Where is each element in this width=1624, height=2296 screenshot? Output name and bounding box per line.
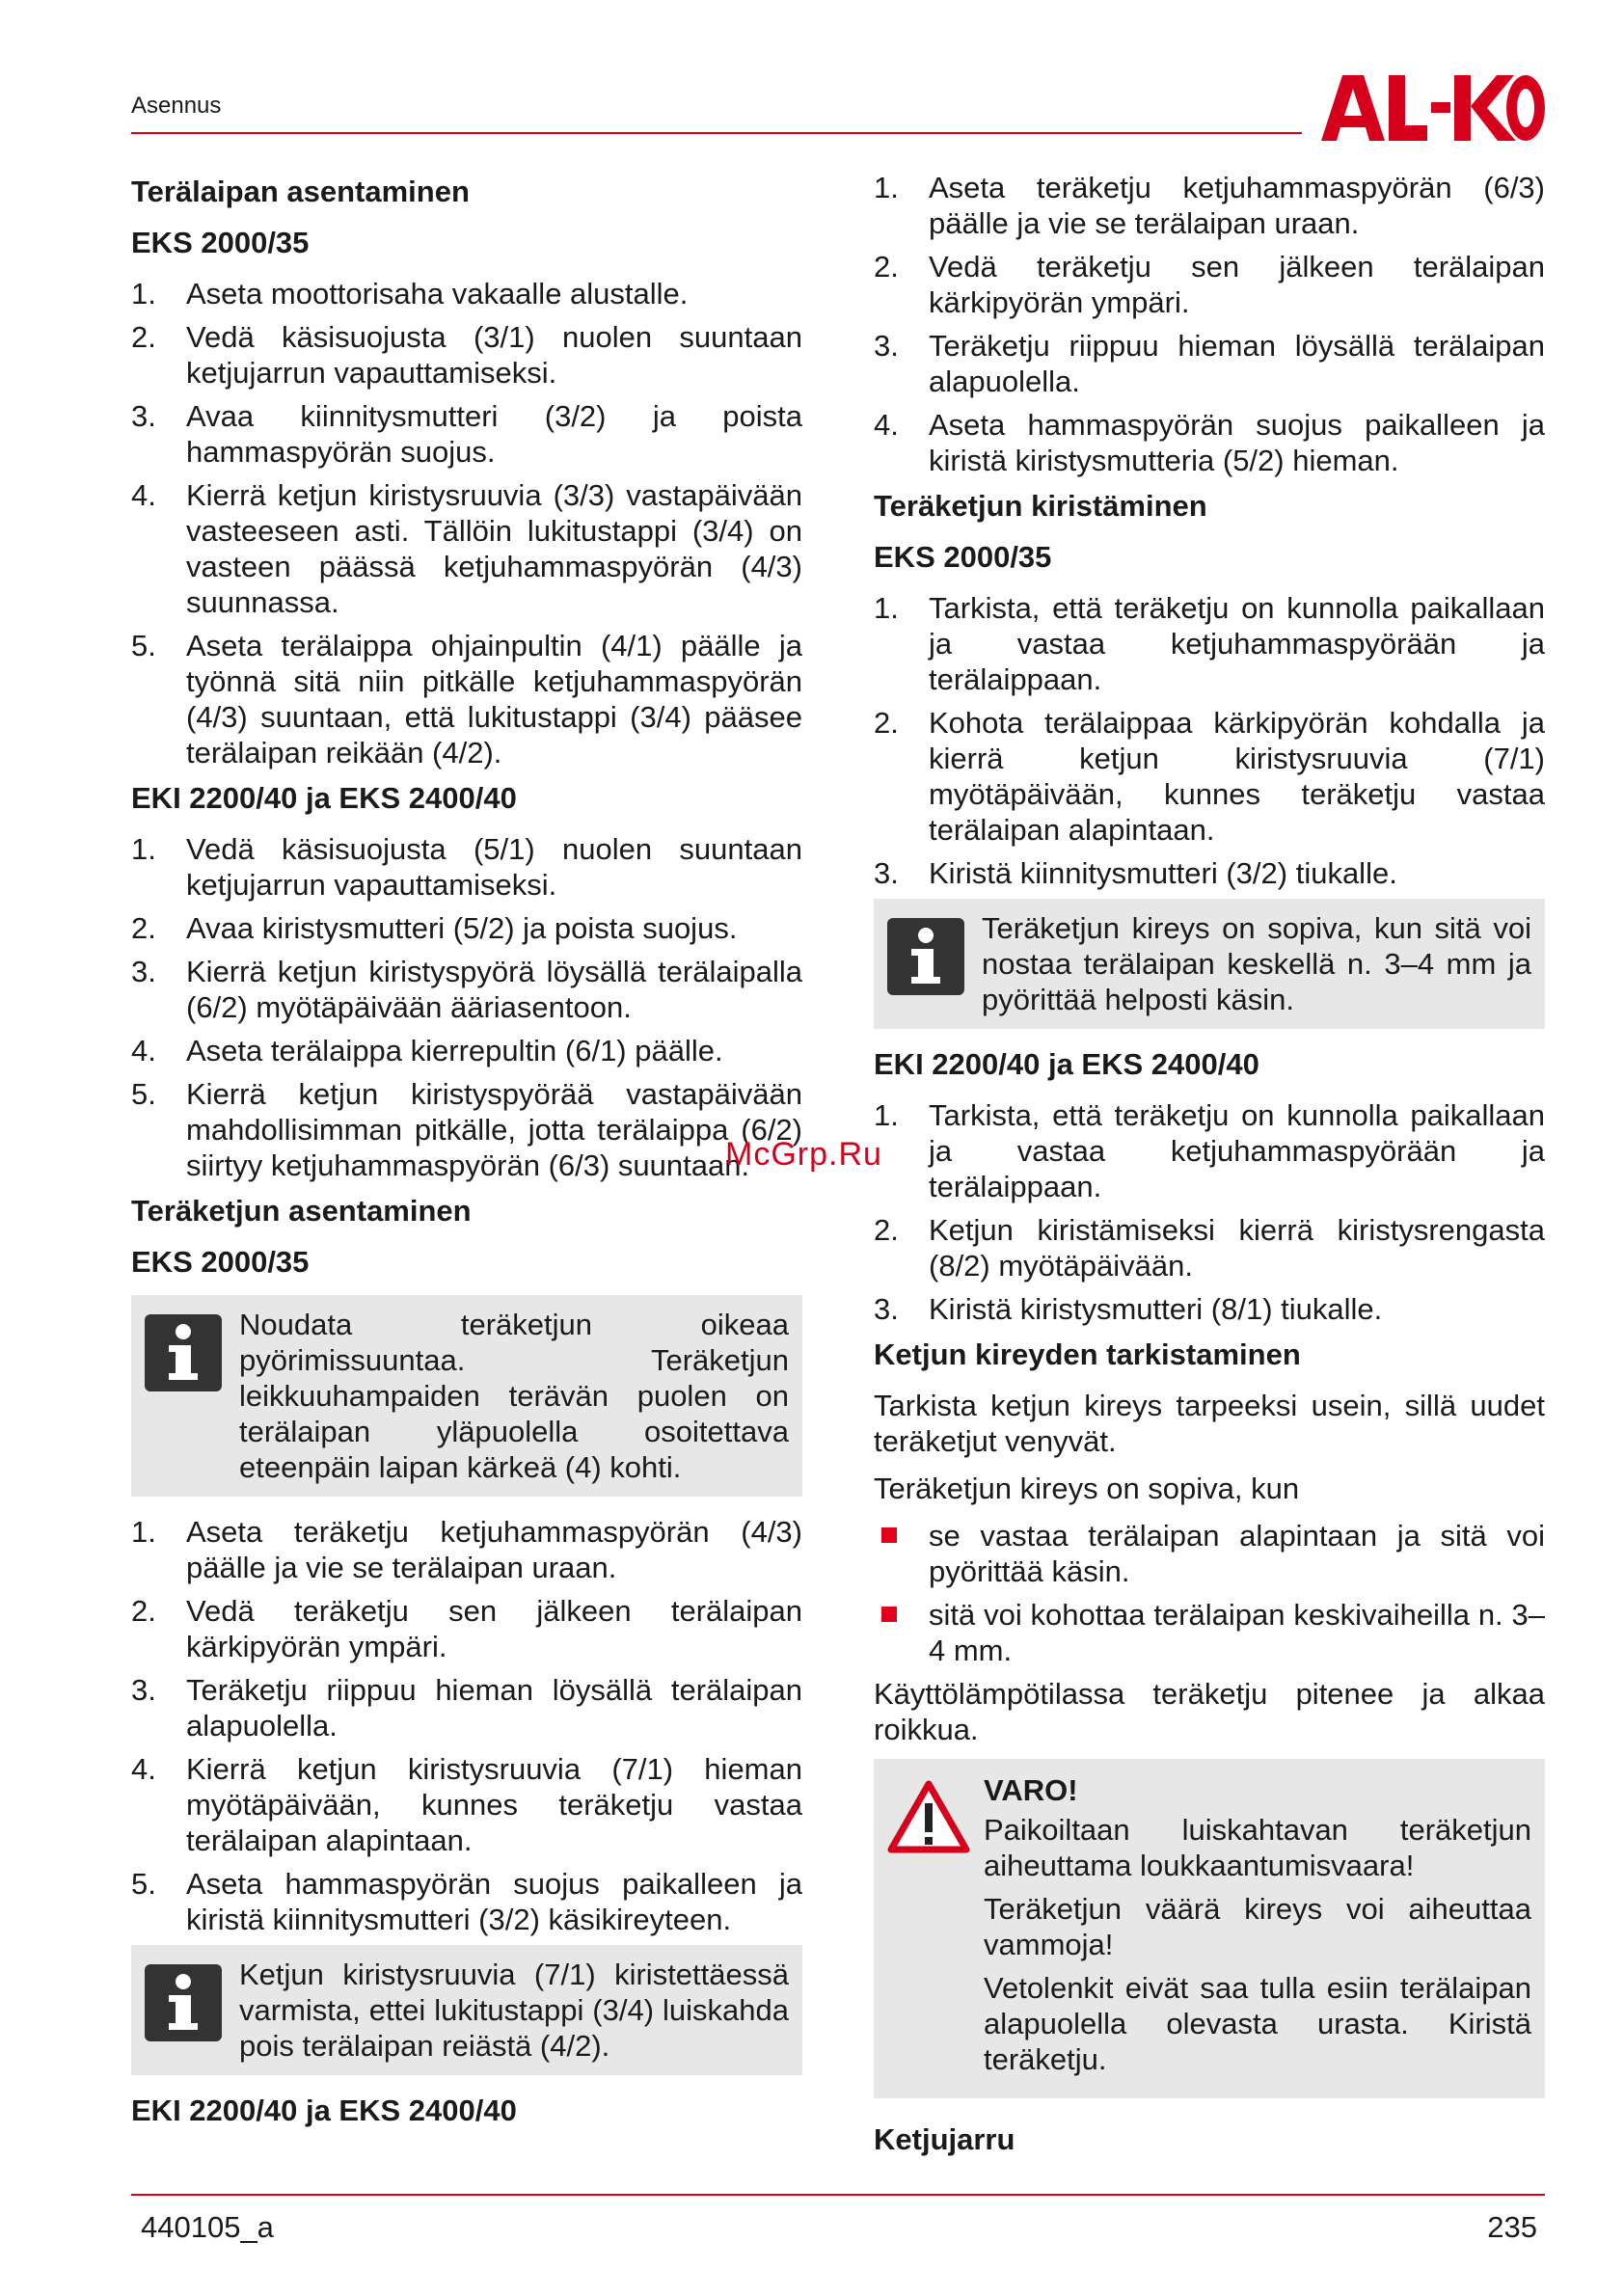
bullet-item: sitä voi kohottaa terälaipan keskivaiheilla n. 3–4 mm. — [874, 1597, 1545, 1668]
model-heading: EKI 2200/40 ja EKS 2400/40 — [131, 2093, 517, 2127]
list-item: 1. Vedä käsisuojusta (5/1) nuolen suuntaan ketjujarrun vapauttamiseksi. — [131, 832, 802, 902]
warning-triangle-icon — [887, 1772, 980, 2085]
paragraph: Tarkista ketjun kireys tarpeeksi usein, sillä uudet teräketjut venyvät. — [874, 1389, 1545, 1458]
list-item: 3. Kiristä kiristysmutteri (8/1) tiukalle. — [874, 1292, 1383, 1326]
info-icon — [887, 910, 974, 1017]
list-item: 4. Kierrä ketjun kiristysruuvia (3/3) vastapäivään vasteeseen asti. Tällöin lukitustappi (3/4) on vasteen päässä ketjuhammaspyörän (4/3) suunnassa. — [131, 478, 802, 619]
list-item: 4. Aseta hammaspyörän suojus paikalleen ja kiristä kiristysmutteria (5/2) hieman. — [874, 408, 1545, 477]
list-item: 2. Vedä käsisuojusta (3/1) nuolen suuntaan ketjujarrun vapauttamiseksi. — [131, 320, 802, 390]
bullet-square-icon — [874, 1597, 929, 1668]
heading-bar-install: Terälaipan asentaminen — [131, 175, 470, 208]
list-item: 3. Avaa kiinnitysmutteri (3/2) ja poista hammaspyörän suojus. — [131, 399, 802, 469]
heading-chain-brake: Ketjujarru — [874, 2122, 1015, 2156]
list-item: 5. Aseta hammaspyörän suojus paikalleen ja kiristä kiinnitysmutteri (3/2) käsikireyteen. — [131, 1867, 802, 1936]
warning-title: VARO! — [984, 1773, 1078, 1807]
info-icon — [145, 1307, 231, 1485]
list-item: 2. Ketjun kiristämiseksi kierrä kiristysrengasta (8/2) myötäpäivään. — [874, 1213, 1545, 1283]
list-item: 2. Avaa kiristysmutteri (5/2) ja poista suojus. — [131, 911, 738, 945]
model-heading: EKI 2200/40 ja EKS 2400/40 — [131, 781, 517, 815]
right-column — [874, 170, 1545, 2173]
list-item: 3. Kiristä kiinnitysmutteri (3/2) tiukalle. — [874, 856, 1397, 890]
list-item: 3. Teräketju riippuu hieman löysällä terälaipan alapuolella. — [131, 1673, 802, 1742]
info-note — [874, 899, 1545, 1029]
alko-logo — [1321, 71, 1545, 143]
list-item: 4. Aseta terälaippa kierrepultin (6/1) päälle. — [131, 1034, 723, 1067]
model-heading: EKI 2200/40 ja EKS 2400/40 — [874, 1047, 1259, 1081]
list-item: 1. Tarkista, että teräketju on kunnolla paikallaan ja vastaa ketjuhammaspyörään ja terälaippaan. — [874, 591, 1545, 696]
list-item: 3. Kierrä ketjun kiristyspyörä löysällä terälaipalla (6/2) myötäpäivään ääriasentoon. — [131, 955, 802, 1024]
bullet-item: se vastaa terälaipan alapintaan ja sitä voi pyörittää käsin. — [874, 1518, 1545, 1589]
list-item: 1. Tarkista, että teräketju on kunnolla paikallaan ja vastaa ketjuhammaspyörään ja terälaippaan. — [874, 1098, 1545, 1203]
bullet-square-icon — [874, 1518, 929, 1589]
heading-chain-install: Teräketjun asentaminen — [131, 1194, 472, 1228]
heading-chain-tension: Teräketjun kiristäminen — [874, 489, 1207, 523]
list-item: 5. Aseta terälaippa ohjainpultin (4/1) päälle ja työnnä sitä niin pitkälle ketjuhammaspyörän (4/3) suuntaan, että lukitustappi (3/4) pääsee terälaipan reikään (4/2). — [131, 629, 802, 770]
paragraph: Käyttölämpötilassa teräketju pitenee ja alkaa roikkua. — [874, 1677, 1545, 1746]
header-rule — [131, 132, 1302, 134]
model-heading: EKS 2000/35 — [131, 226, 310, 259]
heading-tension-check: Ketjun kireyden tarkistaminen — [874, 1337, 1301, 1371]
list-item: 1. Aseta moottorisaha vakaalle alustalle. — [131, 277, 689, 311]
warning-text: Paikoiltaan luiskahtavan teräketjun aiheuttama loukkaantumisvaara! — [984, 1813, 1531, 1882]
warning-note — [874, 1759, 1545, 2098]
list-item: 2. Vedä teräketju sen jälkeen terälaipan kärkipyörän ympäri. — [131, 1594, 802, 1663]
info-note — [131, 1295, 802, 1497]
page-number: 235 — [1487, 2210, 1537, 2244]
list-item: 3. Teräketju riippuu hieman löysällä terälaipan alapuolella. — [874, 329, 1545, 398]
warning-text: Vetolenkit eivät saa tulla esiin terälaipan alapuolella olevasta urasta. Kiristä teräketju. — [984, 1971, 1531, 2076]
model-heading: EKS 2000/35 — [874, 540, 1052, 574]
info-text: Ketjun kiristysruuvia (7/1) kiristettäessä varmista, ettei lukitustappi (3/4) luiskahda pois terälaipan reiästä (4/2). — [239, 1958, 789, 2063]
list-item: 1. Aseta teräketju ketjuhammaspyörän (4/3) päälle ja vie se terälaipan uraan. — [131, 1515, 802, 1584]
info-note — [131, 1945, 802, 2075]
watermark: McGrp.Ru — [725, 1136, 882, 1173]
list-item: 2. Kohota terälaippaa kärkipyörän kohdalla ja kierrä ketjun kiristysruuvia (7/1) myötäpäivään, kunnes teräketju vastaa terälaipan alapintaan. — [874, 706, 1545, 847]
section-label: Asennus — [131, 93, 222, 119]
model-heading: EKS 2000/35 — [131, 1245, 310, 1279]
document-code: 440105_a — [141, 2210, 274, 2244]
paragraph: Teräketjun kireys on sopiva, kun — [874, 1472, 1300, 1505]
warning-text: Teräketjun väärä kireys voi aiheuttaa vammoja! — [984, 1892, 1531, 1961]
info-text: Noudata teräketjun oikeaa pyörimissuuntaa. Teräketjun leikkuuhampaiden terävän puolen on terälaipan yläpuolella osoitettava eteenpäin laipan kärkeä (4) kohti. — [239, 1308, 789, 1484]
list-item: 2. Vedä teräketju sen jälkeen terälaipan kärkipyörän ympäri. — [874, 250, 1545, 319]
info-text: Teräketjun kireys on sopiva, kun sitä voi nostaa terälaipan keskellä n. 3–4 mm ja pyörittää helposti käsin. — [982, 911, 1531, 1016]
footer-rule — [131, 2194, 1545, 2196]
list-item: 5. Kierrä ketjun kiristyspyörää vastapäivään mahdollisimman pitkälle, jotta terälaippa (6/2) siirtyy ketjuhammaspyörän (6/3) suuntaan. — [131, 1077, 802, 1182]
list-item: 4. Kierrä ketjun kiristysruuvia (7/1) hieman myötäpäivään, kunnes teräketju vastaa terälaipan alapintaan. — [131, 1752, 802, 1857]
info-icon — [145, 1957, 231, 2064]
left-column — [131, 170, 802, 2144]
list-item: 1. Aseta teräketju ketjuhammaspyörän (6/3) päälle ja vie se terälaipan uraan. — [874, 171, 1545, 240]
